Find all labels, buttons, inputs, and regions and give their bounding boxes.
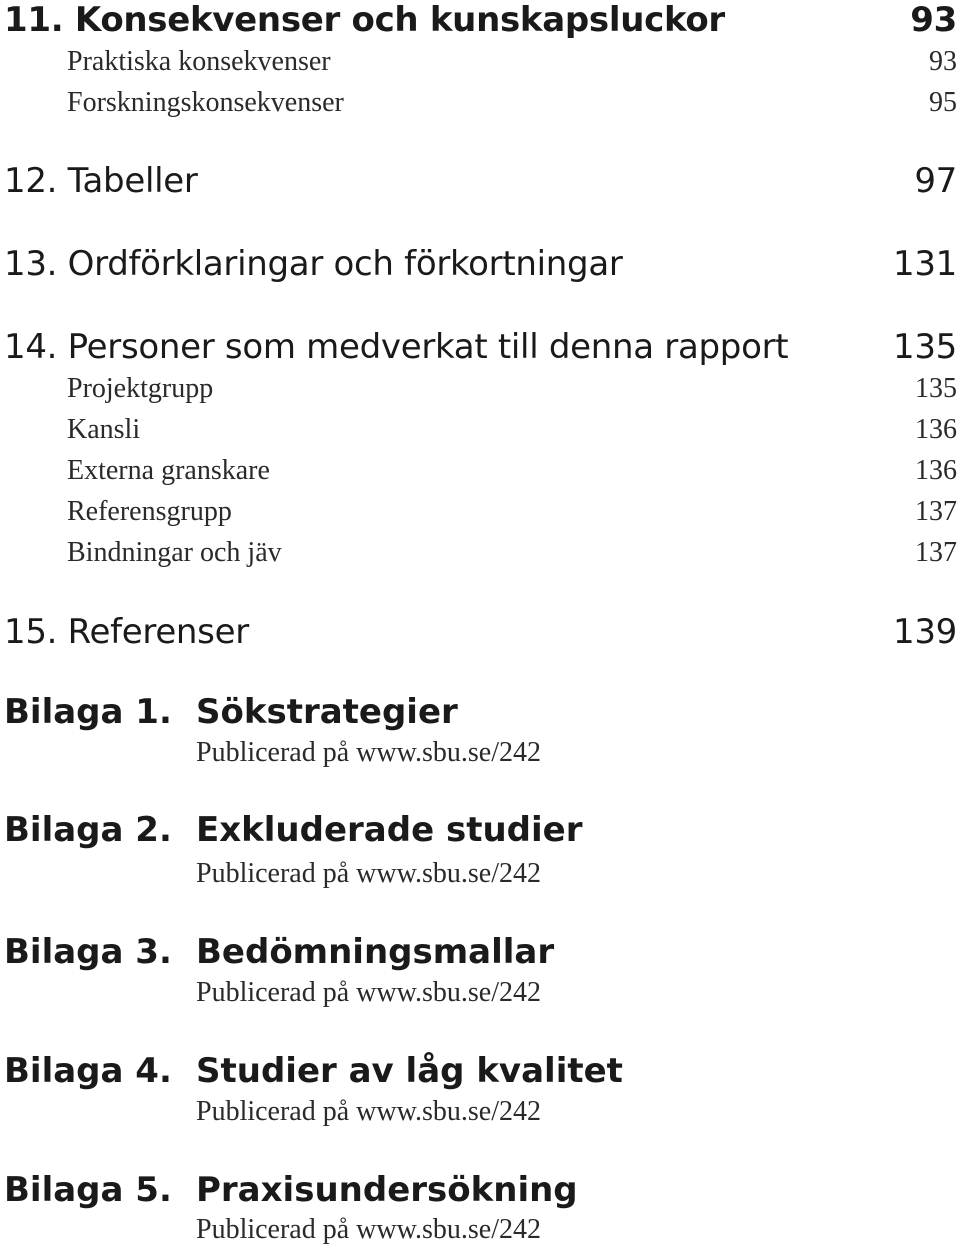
toc-subentry-page: 95 bbox=[929, 87, 957, 118]
appendix-label: Bilaga 5. bbox=[4, 1170, 172, 1210]
toc-entry-ch11[interactable] bbox=[4, 0, 957, 40]
toc-subentry-title: Referensgrupp bbox=[67, 496, 232, 527]
toc-entry-ch14[interactable] bbox=[4, 327, 957, 367]
appendix-note: Publicerad på www.sbu.se/242 bbox=[196, 737, 542, 768]
toc-entry-title: 11. Konsekvenser och kunskapsluckor bbox=[4, 0, 725, 40]
toc-entry-ch12[interactable] bbox=[4, 161, 957, 201]
toc-subentry[interactable] bbox=[4, 46, 957, 78]
toc-entry-page: 135 bbox=[893, 327, 957, 367]
toc-entry-title: 15. Referenser bbox=[4, 612, 249, 652]
appendix-title: Praxisundersökning bbox=[196, 1170, 578, 1210]
toc-subentry-page: 135 bbox=[915, 373, 957, 404]
toc-subentry-page: 137 bbox=[915, 537, 957, 568]
toc-subentry-page: 136 bbox=[915, 414, 957, 445]
toc-subentry-title: Bindningar och jäv bbox=[67, 537, 282, 568]
toc-subentry-page: 136 bbox=[915, 455, 957, 486]
toc-subentry[interactable] bbox=[4, 87, 957, 119]
toc-subentry[interactable] bbox=[4, 373, 957, 405]
appendix-title: Studier av låg kvalitet bbox=[196, 1051, 623, 1091]
toc-entry-ch13[interactable] bbox=[4, 244, 957, 284]
toc-subentry-page: 93 bbox=[929, 46, 957, 77]
appendix-note: Publicerad på www.sbu.se/242 bbox=[196, 977, 542, 1008]
appendix-title: Exkluderade studier bbox=[196, 810, 583, 850]
toc-entry-ch15[interactable] bbox=[4, 612, 957, 652]
toc-subentry-title: Forskningskonsekvenser bbox=[67, 87, 344, 118]
appendix-label: Bilaga 3. bbox=[4, 932, 172, 972]
appendix-label: Bilaga 1. bbox=[4, 692, 172, 732]
toc-entry-title: 13. Ordförklaringar och förkortningar bbox=[4, 244, 623, 284]
appendix-note: Publicerad på www.sbu.se/242 bbox=[196, 1214, 542, 1245]
appendix-title: Sökstrategier bbox=[196, 692, 458, 732]
appendix-label: Bilaga 4. bbox=[4, 1051, 172, 1091]
toc-subentry-title: Externa granskare bbox=[67, 455, 270, 486]
toc-entry-title: 14. Personer som medverkat till denna rapport bbox=[4, 327, 789, 367]
toc-subentry-title: Praktiska konsekvenser bbox=[67, 46, 331, 77]
toc-subentry[interactable] bbox=[4, 455, 957, 487]
appendix-label: Bilaga 2. bbox=[4, 810, 172, 850]
toc-subentry-title: Kansli bbox=[67, 414, 141, 445]
toc-entry-page: 93 bbox=[910, 0, 957, 40]
toc-subentry-page: 137 bbox=[915, 496, 957, 527]
toc-subentry[interactable] bbox=[4, 537, 957, 569]
toc-entry-page: 131 bbox=[893, 244, 957, 284]
toc-subentry[interactable] bbox=[4, 496, 957, 528]
appendix-note: Publicerad på www.sbu.se/242 bbox=[196, 1096, 542, 1127]
appendix-note: Publicerad på www.sbu.se/242 bbox=[196, 858, 542, 889]
toc-entry-page: 139 bbox=[893, 612, 957, 652]
toc-subentry-title: Projektgrupp bbox=[67, 373, 214, 404]
toc-subentry[interactable] bbox=[4, 414, 957, 446]
toc-entry-title: 12. Tabeller bbox=[4, 161, 198, 201]
appendix-title: Bedömningsmallar bbox=[196, 932, 555, 972]
toc-entry-page: 97 bbox=[914, 161, 957, 201]
